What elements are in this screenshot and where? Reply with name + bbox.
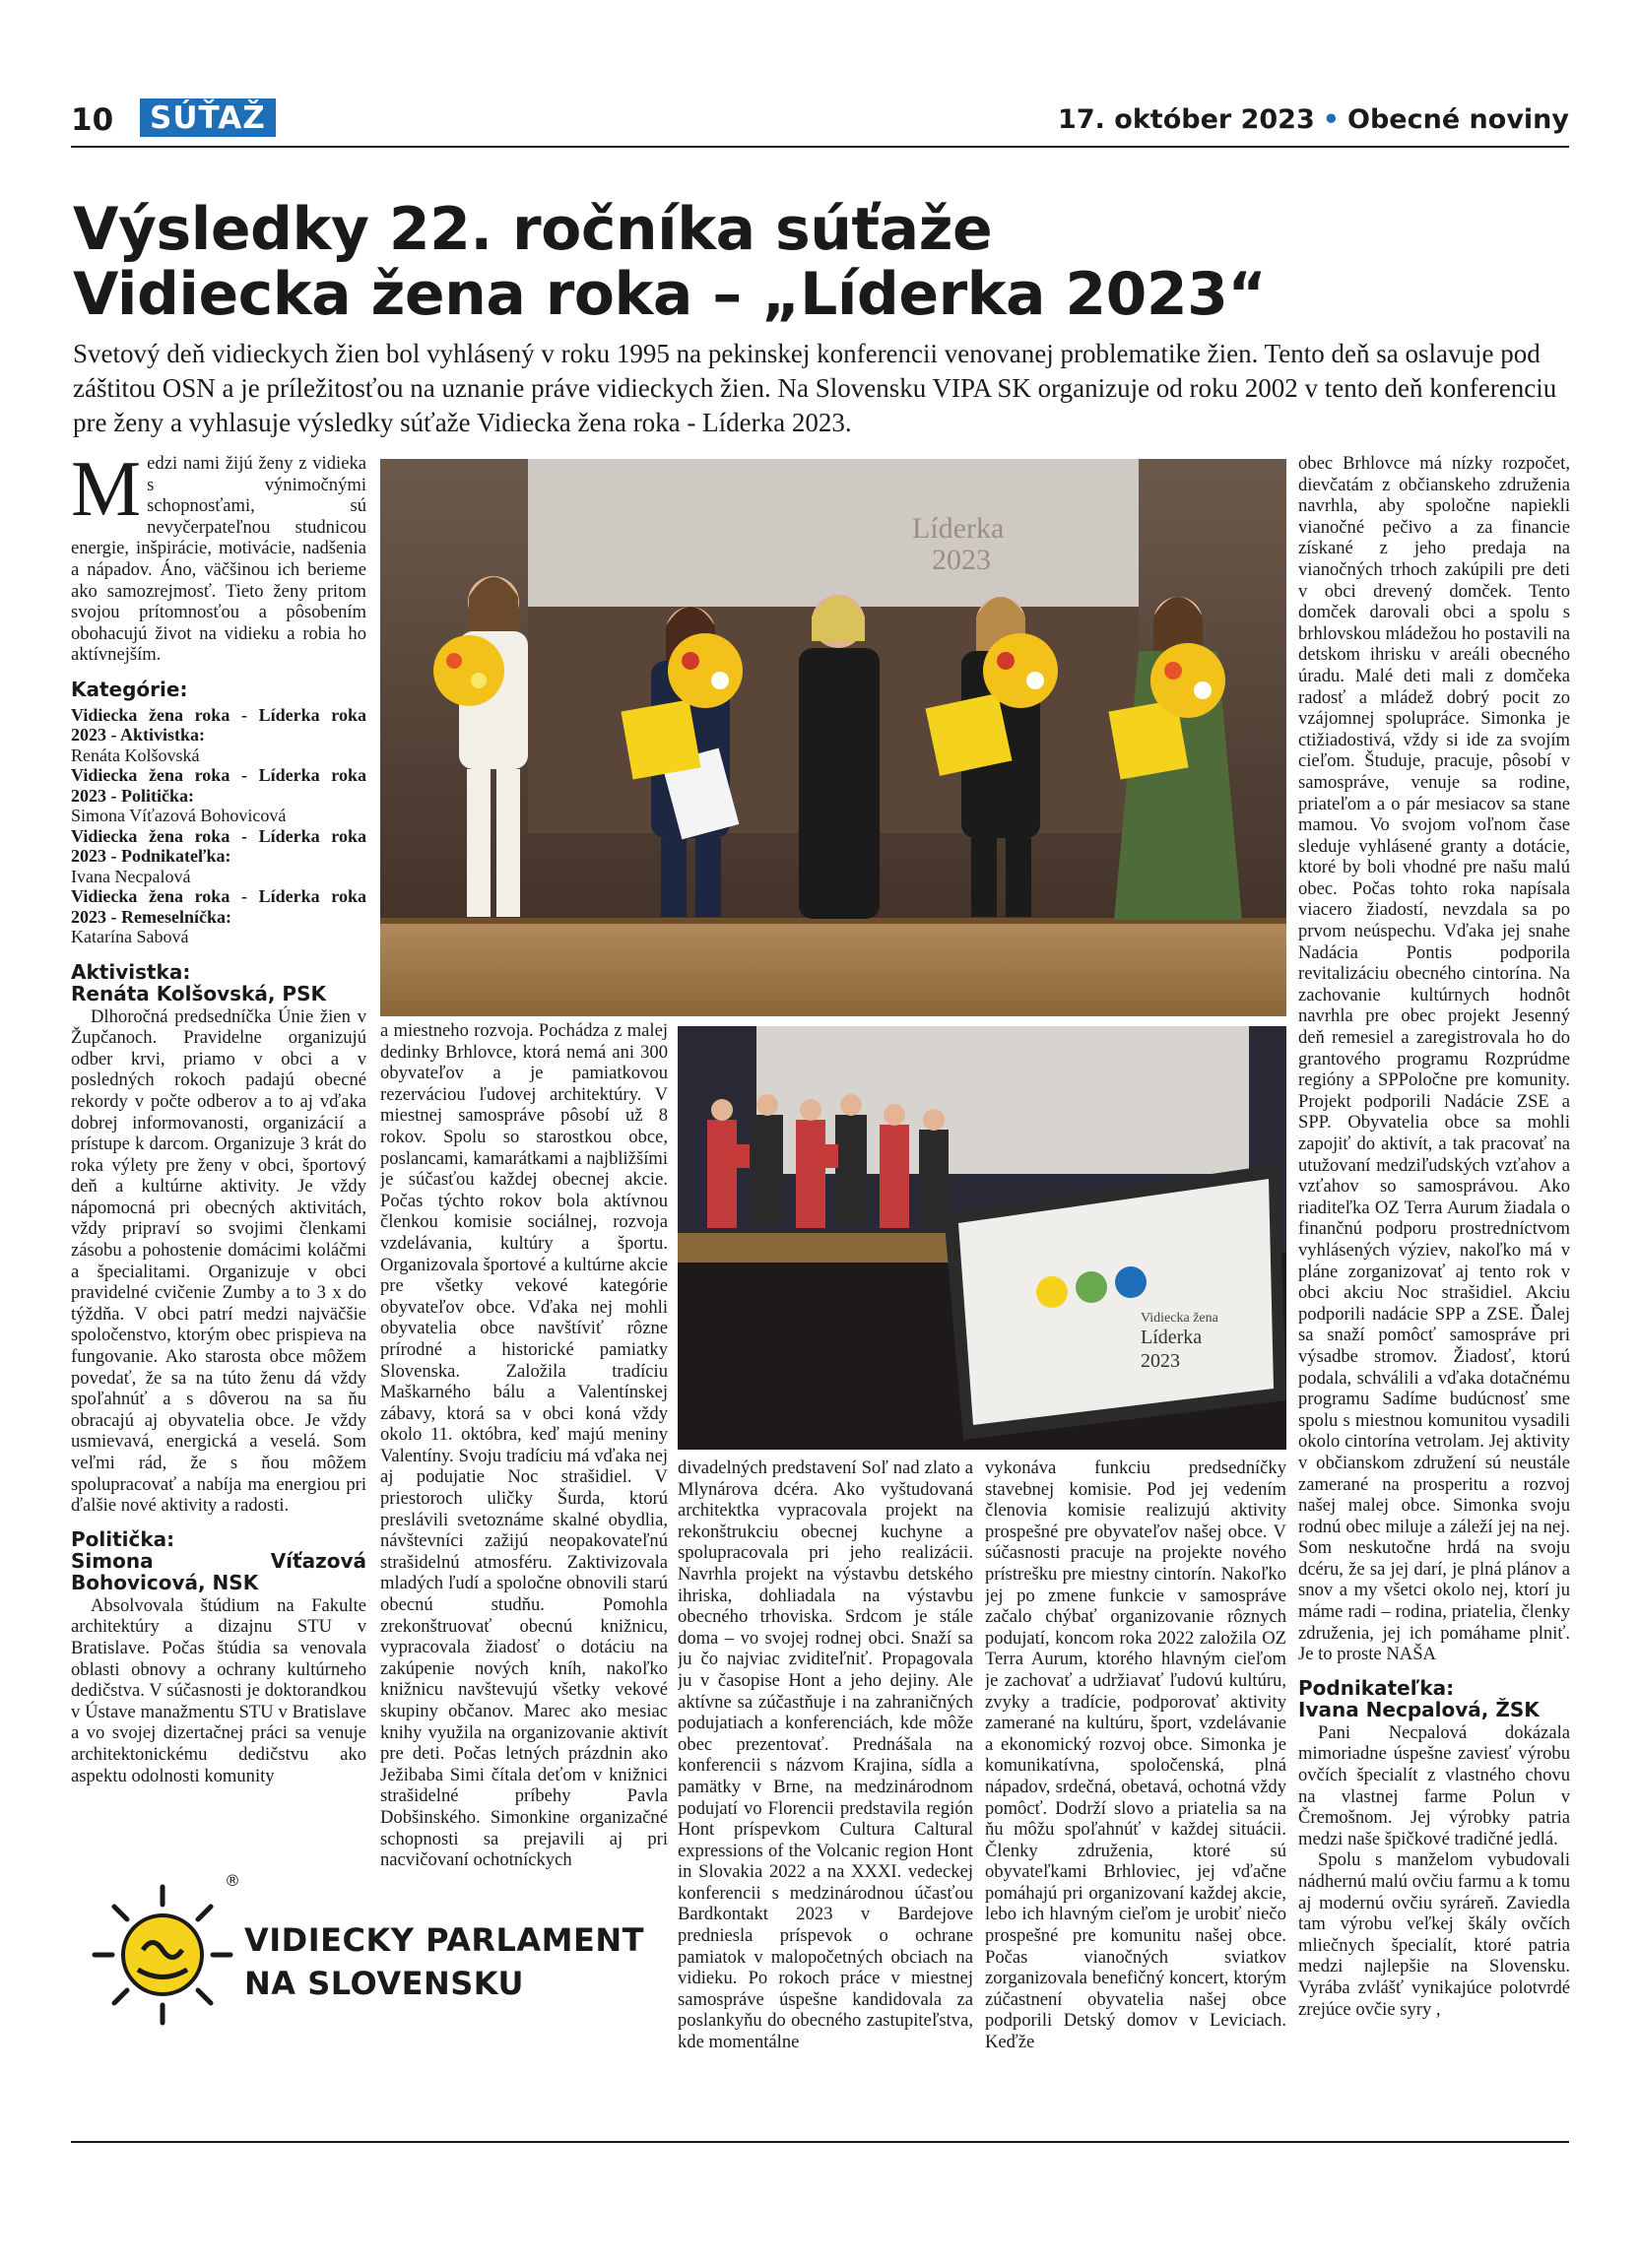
publication-name: Obecné noviny — [1347, 104, 1569, 135]
category-winner: Ivana Necpalová — [71, 866, 191, 886]
category-item — [71, 886, 366, 947]
screen-year: 2023 — [932, 544, 991, 576]
category-title: Vidiecka žena roka - Líderka roka 2023 - Politička: — [71, 765, 366, 806]
lead-paragraph: Svetový deň vidieckych žien bol vyhlásený v roku 1995 na pekinskej konferencii venovanej problematike žien. Tento deň sa oslavuje pod záštitou OSN a je príležitosťou na uznanie práve vidieckych žien. Na Slovensku VIPA SK organizuje od roku 2002 v tento deň konferenciu pre ženy a vyhlasuje výsledky súťaže Vidiecka žena roka - Líderka 2023. — [73, 339, 1557, 437]
folk-performance-photo — [678, 1026, 1286, 1450]
aktivistka-text: Dlhoročná predsedníčka Únie žien v Župčanoch. Pravidelne organizujú odber krvi, priamo v obci a v posledných rokoch padajú obecné rekordy v počte odberov a to aj vďaka dobrej informovanosti, organizácií a prístupe k darcom. Organizuje 3 krát do roka výlety pre ženy v obci, športový deň a kultúrne aktivity. Je vždy nápomocná pri obecných aktivitách, vždy pripraví so svojimi členkami zásobu a pohostenie domácimi koláčmi a špecialitami. Organizuje v obci pravidelné cvičenie Zumby a to 3 x do týždňa. V obci patrí medzi najväčšie spoločenstvo, ktorým obec prispieva na fungovanie. Ako starosta obce môžem povedať, že sa na túto ženu dá vždy spoľahnúť a s dôverou na sa ňu obracajú aj obyvatelia obce. Je vždy usmievavá, energická a veselá. Som veľmi rád, že s ňou môžem spolupracovať a nabíja ma energiou pri ďalšie nové aktivity a radosti. — [71, 1005, 366, 1517]
laptop-screen-line2: Líderka — [1141, 1327, 1203, 1348]
aktivistka-heading — [71, 961, 366, 1004]
issue-info — [1058, 104, 1569, 135]
sun-logo-icon — [89, 1881, 236, 2029]
column-3 — [678, 1458, 973, 2127]
laptop-screen-line1: Vidiecka žena — [1141, 1311, 1218, 1326]
header-separator: • — [1322, 104, 1341, 135]
drop-cap: M — [71, 453, 142, 533]
screen-title: Líderka — [912, 512, 1005, 545]
category-item — [71, 765, 366, 826]
podnikatelka-text-2: Spolu s manželom vybudovali nádhernú malú ovčiu farmu a k tomu aj modernú ovčiu syráreň. Zaviedla tam výrobu veľkej škály ovčích mliečnych špecialít, ktoré patria medzi najlepšie na Slovensku. Vyrába zvlášť vynikajúce polotvrdé zrejúce ovčie syry , — [1298, 1849, 1570, 2020]
politicka-text-2: a miestneho rozvoja. Pochádza z malej dedinky Brhlovce, ktorá nemá ani 300 obyvateľov a je pamiatkovou rezerváciou ľudovej architektúry. V miestnej samospráve pôsobí už 8 rokov. Spolu so starostkou obce, poslancami, kamarátkami a najbližšími je súčasťou každej obecnej akcie. Počas týchto rokov bola aktívnou členkou komisie sociálnej, rozvoja vzdelávania, kultúry a športu. Organizovala športové a kultúrne akcie pre všetky vekové kategórie obyvateľov obce. Vďaka nej mohli obyvatelia obce navštíviť rôzne prírodné a historické pamiatky Slovenska. Založila tradíciu Maškarného bálu a Valentínskej zábavy, ktorá sa v obci koná vždy okolo 11. októbra, keď majú meniny Valentíny. Svoju tradíciu má vďaka nej aj podujatie Noc strašidiel. V priestoroch uličky Šurda, ktorú preslávili svetoznáme skalné obydlia, návštevníci zažijú neopakovateľnú strašidelnú atmosféru. Zaktivizovala mladých ľudí a spoločne obnovili starú obecnú studňu. Pomohla zrekonštruovať obecnú knižnicu, vypracovala žiadosť o dotáciu na zakúpenie nových kníh, nakoľko knižnicu navštevujú všetky vekové skupiny občanov. Marec ako mesiac knihy využila na organizovanie aktivít pre deti. Počas letných prázdnin ako Ježibaba Simi čítala deťom v knižnici strašidelné príbehy Pavla Dobšinského. Simonkine organizačné schopnosti sa prejavili aj pri nacvičovaní ochotníckych — [380, 1020, 668, 1871]
category-winner: Katarína Sabová — [71, 927, 189, 947]
category-winner: Simona Víťazová Bohovicová — [71, 806, 287, 826]
politicka-label: Politička: — [71, 1526, 175, 1551]
laptop-screen-line3: 2023 — [1141, 1350, 1180, 1372]
politicka-text-3: divadelných predstavení Soľ nad zlato a Mlynárova dcéra. Ako vyštudovaná architektka vypracovala projekt na rekonštrukciu obecnej kuchyne a spolupracovala pri jeho realizácii. Navrhla projekt na výstavbu detského ihriska, dohliadala na výstavbu obecného trhoviska. Srdcom je stále doma – vo svojej rodnej obci. Snaží sa ju čo najviac zviditeľniť. Propagovala ju v časopise Hont a jeho dejiny. Ale aktívne sa zúčastňuje i na zahraničných podujatiach a konferenciách, kde môže obec prezentovať. Prednášala na konferencii s názvom Krajina, sídla a pamätky v Brne, na medzinárodnom podujatí vo Florencii predstavila región Hont príspevkom Cultura Caltural expressions of the Volcanic region Hont in Slovakia 2022 a na XXXI. vedeckej konferencii s medzinárodnou účasťou Bardkontakt 2023 v Bardejove predniesla príspevok o ochrane pamiatok v malopočetných obciach na vidieku. Po rokoch práce v miestnej samospráve úspešne kandidovala za poslankyňu do obecného zastupiteľstva, kde momentálne — [678, 1458, 973, 2053]
category-item — [71, 705, 366, 766]
logo-text — [244, 1918, 644, 2005]
award-winners-photo — [380, 459, 1286, 1016]
aktivistka-label: Aktivistka: — [71, 959, 191, 984]
categories-heading: Kategórie: — [71, 677, 188, 701]
category-winner: Renáta Kolšovská — [71, 745, 200, 765]
logo-line2: NA SLOVENSKU — [244, 1965, 524, 2002]
headline — [73, 197, 1570, 327]
category-title: Vidiecka žena roka - Líderka roka 2023 - Podnikateľka: — [71, 825, 366, 867]
folk-performance-illustration — [678, 1026, 1286, 1450]
intro-paragraph — [71, 453, 366, 666]
politicka-heading — [71, 1528, 366, 1593]
column-4 — [985, 1458, 1286, 2127]
podnikatelka-name: Ivana Necpalová, ŽSK — [1298, 1697, 1540, 1721]
column-2 — [380, 1020, 668, 1887]
intro-text: edzi nami žijú ženy z vidieka s výnimočnými schopnosťami, sú nevyčerpateľnou studnicou energie, inšpirácie, motivácie, nadšenia a nápadov. Áno, väčšinou ich berieme ako samozrejmosť. Tieto ženy pritom svojou prítomnosťou a pôsobením obohacujú život na vidieku a robia ho aktívnejším. — [71, 453, 366, 666]
podnikatelka-label: Podnikateľka: — [1298, 1675, 1455, 1700]
section-badge: SÚŤAŽ — [140, 98, 276, 137]
category-title: Vidiecka žena roka - Líderka roka 2023 - Remeselníčka: — [71, 886, 366, 927]
header-rule — [71, 146, 1569, 148]
politicka-text-5: obec Brhlovce má nízky rozpočet, dievčatám z občianskeho združenia navrhla, aby spoločne napiekli vianočné pečivo a za financie získané z jeho predaja na vianočných trhoch zakúpili pre deti v obci drevený domček. Tento domček darovali obci a spolu s brhlovskou mládežou ho postavili na detskom ihrisku v areáli obecného úradu. Malé deti mali z domčeka radosť a mládež dobrý pocit zo vzájomnej spolupráce. Simonka je ctižiadostivá, vždy si ide za svojím cieľom. Študuje, pracuje, pôsobí v samospráve, venuje sa rodine, priateľom a o pár mesiacov sa stane mamou. Vo svojom voľnom čase sleduje vyhlásené granty a dotácie, ktoré by boli vhodné pre našu malú obec. Počas tohto roka napísala viacero žiadostí, nevzdala sa po prvom neúspechu. Vďaka jej snahe Nadácia Pontis podporila revitalizáciu obecného cintorína. Na zachovanie kultúrnych hodnôt navrhla pre obec projekt Jesenný deň remesiel a zaregistrovala ho do grantového programu Rozprúdme regióny a SPPoločne pre komunity. Projekt podporili Nadácie ZSE a SPP. Obyvatelia obce sa mohli zapojiť do aktivít, a tak pracovať na utužovaní medziľudských vzťahov a vzťahov so samosprávou. Ako riaditeľka OZ Terra Aurum žiadala o finančnú podporu prostredníctvom vyhlásených výziev, nakoľko má v pláne zorganizovať aj tento rok v obci akciu Noc strašidiel. Akciu podporili nadácie SPP a ZSE. Ďalej sa snaží pomôcť samospráve pri výsadbe stromov. Žiadosť, ktorú podala, schválili a vďaka dotačnému programu Sadíme budúcnosť sme spolu s miestnou komunitou vysadili okolo cintorína vetrolam. Jej aktivity v občianskom združení sú neustále zamerané na prosperitu a rozvoj našej malej obce. Simonka svoju rodnú obec miluje a záleží jej na nej. Som neskutočne hrdá na svoju dcéru, že sa jej darí, je plná plánov a snov a my všetci okolo nej, ktorí ju máme radi – rodina, priatelia, členky združenia, jej ich pomáhame plniť. Je to proste NAŠA — [1298, 453, 1570, 1665]
politicka-name: Simona Víťazová Bohovicová, NSK — [71, 1548, 366, 1594]
headline-line1: Výsledky 22. ročníka súťaže — [73, 195, 993, 264]
award-winners-illustration — [380, 459, 1286, 1016]
podnikatelka-text-1: Pani Necpalová dokázala mimoriadne úspešne zaviesť výrobu ovčích špecialít z vlastného chovu na vlastnej farme Polun v Čremošnom. Jej výrobky patria medzi naše špičkové tradičné jedlá. — [1298, 1721, 1570, 1849]
podnikatelka-heading — [1298, 1677, 1570, 1720]
politicka-text-4: vykonáva funkciu predsedníčky stavebnej komisie. Pod jej vedením členovia komisie realizujú aktivity prospešné pre obyvateľov našej obce. V súčasnosti pracuje na projekte nového prístrešku pre miestny cintorín. Nakoľko jej po zmene funkcie v samospráve začalo chýbať organizovanie rôznych podujatí, koncom roka 2022 založila OZ Terra Aurum, ktorého hlavným cieľom je zachovať a udržiavať ľudovú kultúru, zvyky a tradície, podporovať aktivity zamerané na kultúru, šport, vzdelávanie a ekonomický rozvoj obce. Simonka je komunikatívna, spoločenská, plná nápadov, srdečná, obetavá, ochotná vždy pomôcť. Dodrží slovo a priatelia sa na ňu môžu spoľahnúť v každej situácii. Členky združenia, ktoré sú obyvateľkami Brhloviec, jej vďačne pomáhajú pri organizovaní každej akcie, lebo ich hlavným cieľom je urobiť niečo prospešné pre komunitu našej obce. Počas vianočných sviatkov zorganizovala benefičný koncert, ktorým zúčastnení obyvatelia našej obce podporili Detský domov v Leviciach. Keďže — [985, 1458, 1286, 2053]
categories-list — [71, 705, 366, 947]
column-1 — [71, 453, 366, 1871]
page-number: 10 — [71, 102, 114, 138]
issue-date: 17. október 2023 — [1058, 104, 1315, 135]
headline-line2: Vidiecka žena roka – „Líderka 2023“ — [73, 260, 1267, 329]
politicka-text-1: Absolvovala štúdium na Fakulte architektúry a dizajnu STU v Bratislave. Počas štúdia sa venovala oblasti obnovy a ochrany kultúrneho dedičstva. V súčasnosti je doktorandkou v Ústave manažmentu STU v Bratislave a vo svojej dizertačnej práci sa venuje architektonickému dedičstvu ako aspektu odolnosti komunity — [71, 1594, 366, 1786]
aktivistka-name: Renáta Kolšovská, PSK — [71, 981, 326, 1005]
footer-rule — [71, 2141, 1569, 2143]
logo-line1: VIDIECKY PARLAMENT — [244, 1921, 644, 1959]
category-title: Vidiecka žena roka - Líderka roka 2023 - Aktivistka: — [71, 704, 366, 745]
column-5 — [1298, 453, 1570, 2127]
category-item — [71, 826, 366, 887]
registered-mark: ® — [225, 1871, 240, 1890]
